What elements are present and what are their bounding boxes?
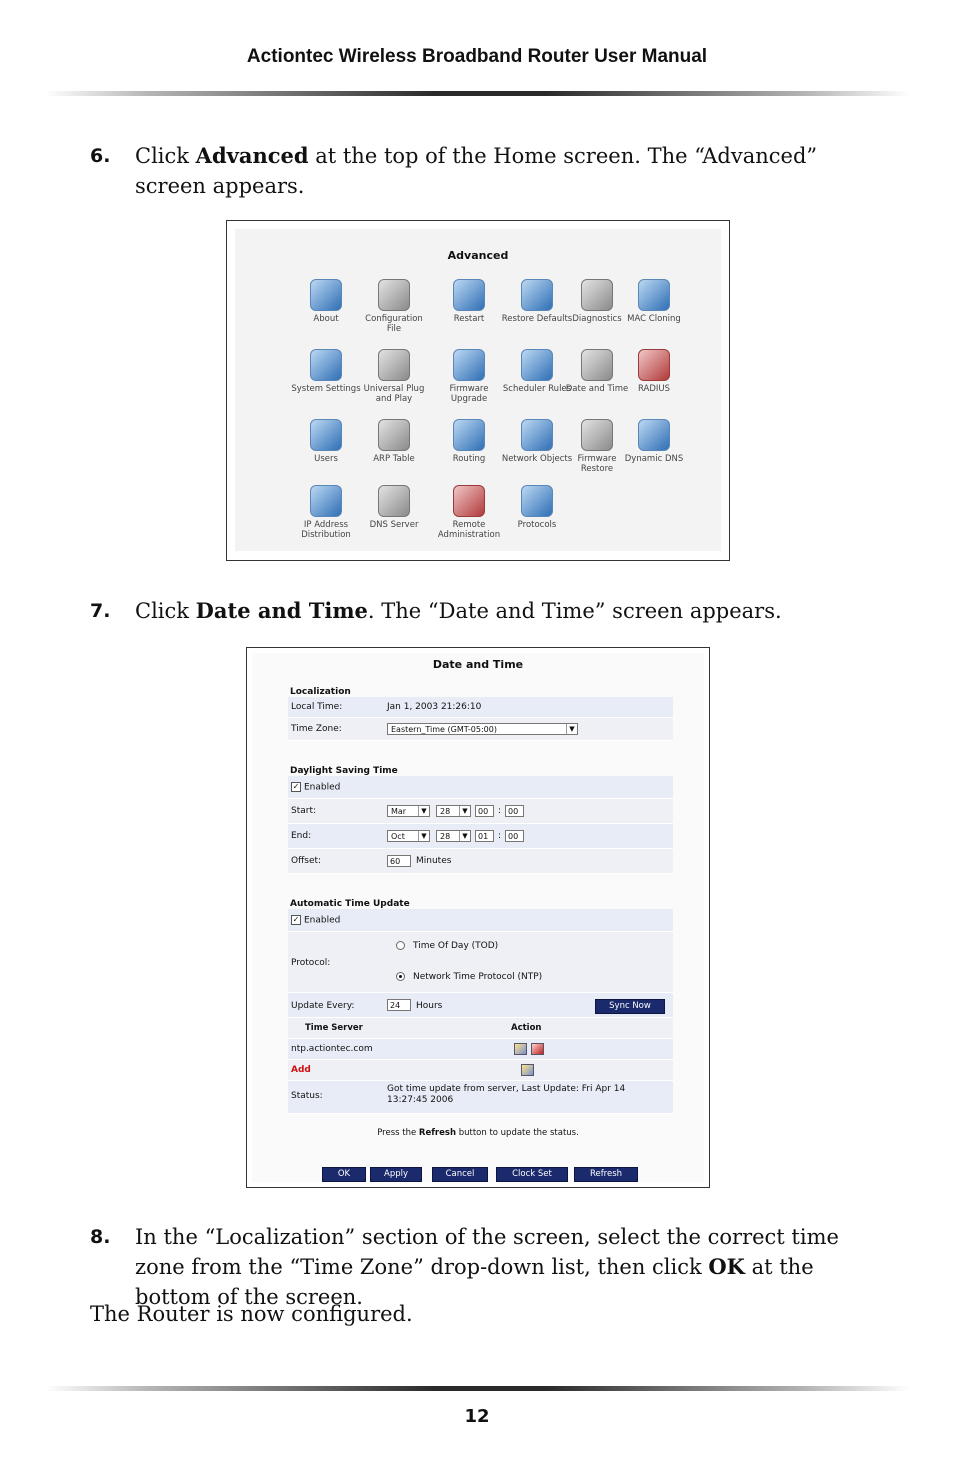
step-text: In the “Localization” section of the screen, select the correct time zone from the “Time Zone” drop-down list, then click OK at the bottom of the screen. xyxy=(135,1225,839,1309)
date-time-icon xyxy=(581,349,613,381)
protocols-icon xyxy=(521,485,553,517)
checkbox-checked-icon: ✓ xyxy=(292,915,300,924)
settings-icon xyxy=(310,349,342,381)
dns-server-icon xyxy=(378,485,410,517)
remote-admin-icon xyxy=(453,485,485,517)
advanced-item-label: Users xyxy=(314,454,338,464)
update-every-input[interactable]: 24 xyxy=(387,999,411,1011)
time-server-row xyxy=(288,1039,673,1060)
dynamic-dns-icon xyxy=(638,419,670,451)
step-number: 8. xyxy=(90,1226,111,1248)
advanced-item-label: DNS Server xyxy=(369,520,419,530)
advanced-item-label: About xyxy=(313,314,339,324)
dst-start-label: Start: xyxy=(291,806,317,816)
end-hour-input[interactable]: 01 xyxy=(475,830,494,842)
chevron-down-icon: ▼ xyxy=(459,806,470,816)
auto-update-heading: Automatic Time Update xyxy=(290,899,410,909)
advanced-item[interactable] xyxy=(433,279,505,324)
time-server-header-row xyxy=(288,1018,673,1039)
dst-offset-label: Offset: xyxy=(291,856,322,866)
advanced-item[interactable] xyxy=(618,419,690,464)
update-every-row xyxy=(288,993,673,1018)
advanced-item-label: Remote Administration xyxy=(437,520,501,540)
protocol-tod-radio[interactable]: Time Of Day (TOD) xyxy=(396,941,498,951)
radius-icon xyxy=(638,349,670,381)
step-text: Click Date and Time. The “Date and Time” screen appears. xyxy=(135,598,782,623)
start-month-select[interactable]: Mar ▼ xyxy=(387,805,430,817)
advanced-item[interactable] xyxy=(358,349,430,404)
date-time-title: Date and Time xyxy=(432,658,524,671)
start-day-select[interactable]: 28 ▼ xyxy=(436,805,471,817)
advanced-item[interactable] xyxy=(433,349,505,404)
ip-distribution-icon xyxy=(310,485,342,517)
power-icon xyxy=(453,279,485,311)
network-objects-icon xyxy=(521,419,553,451)
advanced-item-label: RADIUS xyxy=(637,384,671,394)
edit-icon[interactable] xyxy=(514,1043,527,1055)
chevron-down-icon: ▼ xyxy=(418,806,429,816)
action-column-header: Action xyxy=(511,1023,542,1033)
protocol-label: Protocol: xyxy=(291,958,331,968)
advanced-item-label: Firmware Upgrade xyxy=(449,384,489,404)
advanced-item-label: Restart xyxy=(453,314,485,324)
advanced-item-label: Configuration File xyxy=(365,314,423,334)
mac-cloning-icon xyxy=(638,279,670,311)
protocol-row xyxy=(288,932,673,993)
update-every-label: Update Every: xyxy=(291,1001,355,1011)
advanced-item-label: Protocols xyxy=(517,520,557,530)
localization-heading: Localization xyxy=(290,687,351,697)
advanced-item-label: Diagnostics xyxy=(572,314,622,324)
chevron-down-icon: ▼ xyxy=(418,831,429,841)
step-text: Click Advanced at the top of the Home screen. The “Advanced” screen appears. xyxy=(135,143,818,198)
users-icon xyxy=(310,419,342,451)
advanced-item-label: Date and Time xyxy=(565,384,629,394)
clock-icon xyxy=(521,349,553,381)
time-zone-select[interactable]: Eastern_Time (GMT-05:00) ▼ xyxy=(387,723,578,735)
step-6 xyxy=(90,141,850,201)
advanced-item[interactable] xyxy=(290,279,362,324)
apply-button[interactable]: Apply xyxy=(370,1167,422,1182)
time-server-column-header: Time Server xyxy=(305,1023,363,1033)
advanced-item[interactable] xyxy=(433,485,505,540)
refresh-note: Press the Refresh button to update the status. xyxy=(377,1128,579,1138)
status-row xyxy=(288,1081,673,1114)
advanced-item[interactable] xyxy=(290,419,362,464)
dst-end-row xyxy=(288,824,673,849)
add-server-link[interactable]: Add xyxy=(291,1065,311,1075)
checkbox-checked-icon: ✓ xyxy=(292,782,300,791)
ok-button[interactable]: OK xyxy=(322,1167,366,1182)
advanced-item[interactable] xyxy=(618,349,690,394)
advanced-item[interactable] xyxy=(358,485,430,530)
auto-enabled-row xyxy=(288,909,673,932)
step-8 xyxy=(90,1222,850,1312)
protocol-ntp-radio[interactable]: Network Time Protocol (NTP) xyxy=(396,972,542,982)
advanced-title: Advanced xyxy=(447,249,509,262)
radio-selected-icon xyxy=(396,972,405,981)
arp-icon xyxy=(378,419,410,451)
advanced-item-label: ARP Table xyxy=(373,454,415,464)
footer-rule xyxy=(45,1386,910,1391)
advanced-item-label: Firmware Restore xyxy=(577,454,617,474)
status-text: Got time update from server, Last Update: Fri Apr 14 13:27:45 2006 xyxy=(387,1084,626,1105)
advanced-item-label: Network Objects xyxy=(501,454,573,464)
advanced-item-label: IP Address Distribution xyxy=(301,520,351,540)
end-day-select[interactable]: 28 ▼ xyxy=(436,830,471,842)
firmware-upgrade-icon xyxy=(453,349,485,381)
step-number: 6. xyxy=(90,145,111,167)
advanced-item-label: MAC Cloning xyxy=(627,314,681,324)
advanced-screenshot xyxy=(226,220,730,561)
time-colon: : xyxy=(498,806,502,816)
chevron-down-icon: ▼ xyxy=(459,831,470,841)
advanced-item[interactable] xyxy=(501,485,573,530)
status-label: Status: xyxy=(291,1091,323,1101)
time-colon: : xyxy=(498,831,502,841)
advanced-item[interactable] xyxy=(290,485,362,540)
advanced-item[interactable] xyxy=(618,279,690,324)
step-number: 7. xyxy=(90,600,111,622)
add-server-row xyxy=(288,1060,673,1081)
advanced-item-label: Routing xyxy=(452,454,486,464)
dst-offset-row xyxy=(288,849,673,874)
local-time-label: Local Time: xyxy=(291,702,343,712)
advanced-item-label: System Settings xyxy=(291,384,361,394)
time-server-name: ntp.actiontec.com xyxy=(291,1044,373,1054)
start-hour-input[interactable]: 00 xyxy=(475,805,494,817)
end-month-select[interactable]: Oct ▼ xyxy=(387,830,430,842)
offset-unit: Minutes xyxy=(416,856,452,866)
sync-now-button[interactable]: Sync Now xyxy=(595,999,665,1014)
dst-start-row xyxy=(288,799,673,824)
advanced-item-label: Restore Defaults xyxy=(501,314,573,324)
end-minute-input[interactable]: 00 xyxy=(505,830,524,842)
local-time-row xyxy=(288,697,673,718)
dst-heading: Daylight Saving Time xyxy=(290,766,398,776)
local-time-value: Jan 1, 2003 21:26:10 xyxy=(387,702,482,712)
upnp-icon xyxy=(378,349,410,381)
chevron-down-icon: ▼ xyxy=(566,724,577,734)
closing-paragraph: The Router is now configured. xyxy=(90,1302,413,1326)
date-time-screenshot xyxy=(246,647,710,1188)
routing-icon xyxy=(453,419,485,451)
step-7 xyxy=(90,596,850,626)
radio-icon xyxy=(396,941,405,950)
cancel-button[interactable]: Cancel xyxy=(432,1167,488,1182)
advanced-item[interactable] xyxy=(290,349,362,394)
start-minute-input[interactable]: 00 xyxy=(505,805,524,817)
page-number: 12 xyxy=(464,1406,490,1427)
restore-icon xyxy=(521,279,553,311)
clock-set-button[interactable]: Clock Set xyxy=(496,1167,568,1182)
advanced-item[interactable] xyxy=(433,419,505,464)
advanced-item-label: Universal Plug and Play xyxy=(363,384,425,404)
config-file-icon xyxy=(378,279,410,311)
info-icon xyxy=(310,279,342,311)
offset-input[interactable]: 60 xyxy=(387,855,411,867)
time-zone-row xyxy=(288,718,673,741)
dst-enabled-row xyxy=(288,776,673,799)
refresh-button[interactable]: Refresh xyxy=(574,1167,638,1182)
auto-enabled-checkbox[interactable]: ✓ Enabled xyxy=(292,915,341,926)
diagnostics-icon xyxy=(581,279,613,311)
update-every-unit: Hours xyxy=(416,1001,443,1011)
advanced-item[interactable] xyxy=(358,419,430,464)
advanced-item-label: Scheduler Rules xyxy=(502,384,572,394)
firmware-restore-icon xyxy=(581,419,613,451)
delete-icon[interactable] xyxy=(531,1043,544,1055)
dst-end-label: End: xyxy=(291,831,312,841)
header-rule xyxy=(45,91,910,96)
dst-enabled-checkbox[interactable]: ✓ Enabled xyxy=(292,782,341,793)
advanced-item[interactable] xyxy=(358,279,430,334)
manual-header-title: Actiontec Wireless Broadband Router User Manual xyxy=(246,46,708,67)
advanced-item-label: Dynamic DNS xyxy=(624,454,684,464)
add-icon[interactable] xyxy=(521,1064,534,1076)
time-zone-label: Time Zone: xyxy=(291,724,342,734)
